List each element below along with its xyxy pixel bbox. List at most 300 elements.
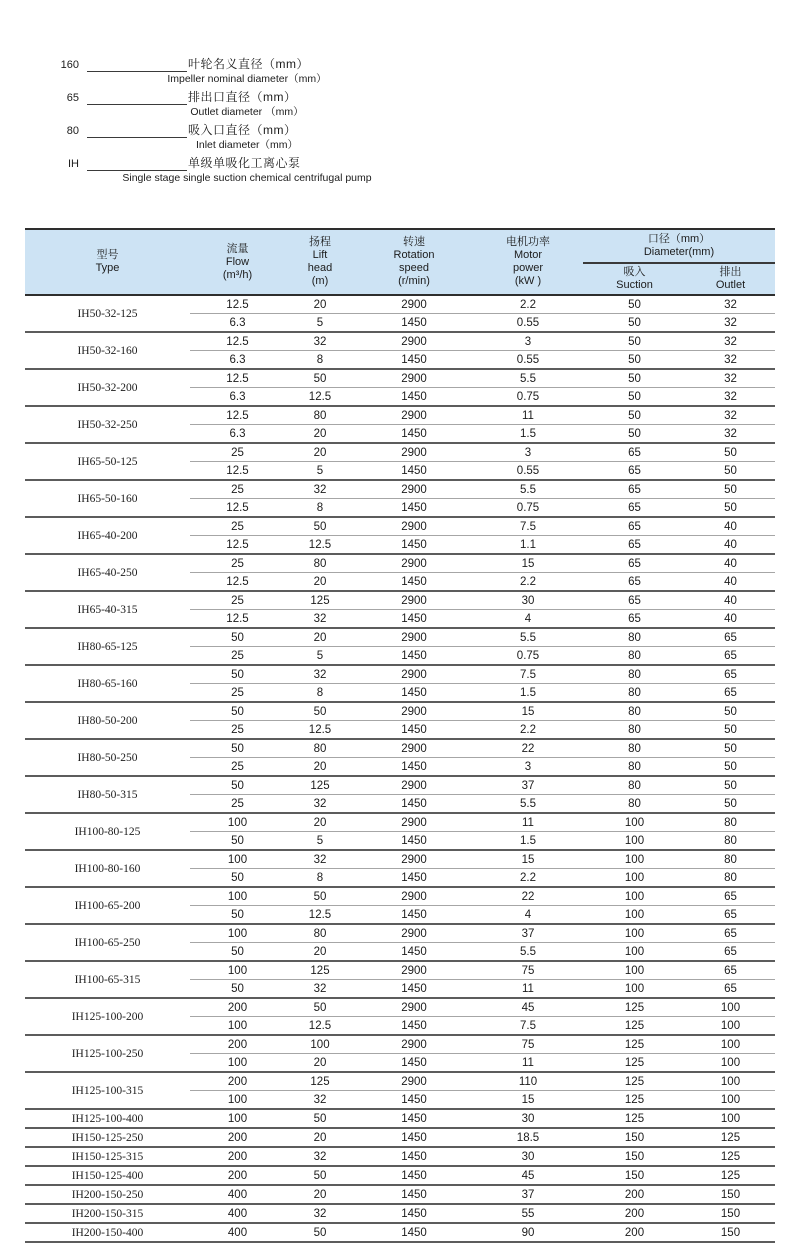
lift-head-cell: 125 <box>285 776 355 795</box>
speed-cell: 1450 <box>355 1185 473 1204</box>
flow-cell: 200 <box>190 1166 285 1185</box>
flow-cell: 12.5 <box>190 406 285 425</box>
suction-cell: 150 <box>583 1147 686 1166</box>
outlet-cell: 100 <box>686 998 775 1017</box>
col-header-outlet: 排出 Outlet <box>686 263 775 295</box>
outlet-cell: 65 <box>686 887 775 906</box>
suction-cell: 125 <box>583 1017 686 1036</box>
spec-row <box>25 443 775 462</box>
lift-head-cell: 12.5 <box>285 388 355 407</box>
suction-cell: 125 <box>583 1035 686 1054</box>
power-cell: 37 <box>473 924 583 943</box>
outlet-cell: 100 <box>686 1017 775 1036</box>
suction-cell: 80 <box>583 721 686 740</box>
power-cell: 11 <box>473 406 583 425</box>
speed-cell: 2900 <box>355 295 473 314</box>
power-cell: 75 <box>473 1035 583 1054</box>
col-header-suction: 吸入 Suction <box>583 263 686 295</box>
legend-rule-line <box>87 157 187 171</box>
suction-cell: 65 <box>583 554 686 573</box>
flow-cell: 50 <box>190 665 285 684</box>
lift-head-cell: 5 <box>285 647 355 666</box>
col-header-power: 电机功率 Motor power (kW ) <box>473 229 583 295</box>
legend-rule-line <box>87 91 187 105</box>
legend-label-en: Impeller nominal diameter（mm） <box>167 73 327 85</box>
outlet-cell: 50 <box>686 758 775 777</box>
type-cell: IH200-150-250 <box>25 1185 190 1204</box>
lift-head-cell: 5 <box>285 314 355 333</box>
speed-cell: 1450 <box>355 1091 473 1110</box>
flow-cell: 12.5 <box>190 499 285 518</box>
type-cell: IH50-32-250 <box>25 406 190 443</box>
outlet-cell: 40 <box>686 554 775 573</box>
outlet-cell: 40 <box>686 591 775 610</box>
flow-cell: 200 <box>190 1128 285 1147</box>
power-cell: 7.5 <box>473 1017 583 1036</box>
power-cell: 3 <box>473 332 583 351</box>
speed-cell: 1450 <box>355 647 473 666</box>
suction-cell: 80 <box>583 702 686 721</box>
col-header-speed: 转速 Rotation speed (r/min) <box>355 229 473 295</box>
outlet-cell: 32 <box>686 369 775 388</box>
suction-cell: 65 <box>583 462 686 481</box>
lift-head-cell: 80 <box>285 554 355 573</box>
suction-cell: 200 <box>583 1204 686 1223</box>
lift-head-cell: 20 <box>285 295 355 314</box>
speed-cell: 2900 <box>355 850 473 869</box>
table-header <box>25 229 775 295</box>
suction-cell: 65 <box>583 573 686 592</box>
power-cell: 30 <box>473 1147 583 1166</box>
power-cell: 30 <box>473 1109 583 1128</box>
suction-cell: 125 <box>583 1109 686 1128</box>
speed-cell: 1450 <box>355 943 473 962</box>
speed-cell: 1450 <box>355 314 473 333</box>
page <box>0 56 800 1243</box>
lift-head-cell: 32 <box>285 850 355 869</box>
power-cell: 1.5 <box>473 684 583 703</box>
type-cell: IH125-100-400 <box>25 1109 190 1128</box>
flow-cell: 100 <box>190 961 285 980</box>
legend-row <box>25 155 775 171</box>
speed-cell: 2900 <box>355 1035 473 1054</box>
power-cell: 4 <box>473 906 583 925</box>
outlet-cell: 100 <box>686 1072 775 1091</box>
spec-row <box>25 1147 775 1166</box>
suction-cell: 80 <box>583 739 686 758</box>
speed-cell: 2900 <box>355 887 473 906</box>
outlet-cell: 100 <box>686 1054 775 1073</box>
power-cell: 3 <box>473 443 583 462</box>
speed-cell: 1450 <box>355 1128 473 1147</box>
speed-cell: 2900 <box>355 924 473 943</box>
outlet-cell: 65 <box>686 647 775 666</box>
type-cell: IH80-65-160 <box>25 665 190 702</box>
flow-cell: 100 <box>190 1091 285 1110</box>
speed-cell: 2900 <box>355 554 473 573</box>
lift-head-cell: 32 <box>285 1147 355 1166</box>
suction-cell: 80 <box>583 628 686 647</box>
power-cell: 0.55 <box>473 462 583 481</box>
speed-cell: 1450 <box>355 610 473 629</box>
outlet-cell: 50 <box>686 499 775 518</box>
lift-head-cell: 20 <box>285 1185 355 1204</box>
flow-cell: 12.5 <box>190 462 285 481</box>
lift-head-cell: 20 <box>285 1054 355 1073</box>
outlet-cell: 80 <box>686 813 775 832</box>
power-cell: 2.2 <box>473 869 583 888</box>
suction-cell: 50 <box>583 351 686 370</box>
outlet-cell: 32 <box>686 388 775 407</box>
power-cell: 110 <box>473 1072 583 1091</box>
lift-head-cell: 50 <box>285 1223 355 1242</box>
suction-cell: 150 <box>583 1128 686 1147</box>
power-cell: 55 <box>473 1204 583 1223</box>
lift-head-cell: 80 <box>285 739 355 758</box>
flow-cell: 100 <box>190 887 285 906</box>
flow-cell: 25 <box>190 517 285 536</box>
flow-cell: 200 <box>190 1072 285 1091</box>
spec-row <box>25 1128 775 1147</box>
outlet-cell: 40 <box>686 573 775 592</box>
suction-cell: 100 <box>583 943 686 962</box>
suction-cell: 100 <box>583 961 686 980</box>
suction-cell: 65 <box>583 536 686 555</box>
flow-cell: 100 <box>190 850 285 869</box>
flow-cell: 6.3 <box>190 351 285 370</box>
outlet-cell: 32 <box>686 332 775 351</box>
outlet-cell: 100 <box>686 1109 775 1128</box>
outlet-cell: 100 <box>686 1035 775 1054</box>
suction-cell: 50 <box>583 406 686 425</box>
spec-row <box>25 1185 775 1204</box>
suction-cell: 80 <box>583 684 686 703</box>
power-cell: 90 <box>473 1223 583 1242</box>
type-cell: IH80-50-250 <box>25 739 190 776</box>
flow-cell: 50 <box>190 906 285 925</box>
spec-row <box>25 628 775 647</box>
type-cell: IH80-50-315 <box>25 776 190 813</box>
suction-cell: 100 <box>583 832 686 851</box>
outlet-cell: 32 <box>686 406 775 425</box>
outlet-cell: 65 <box>686 906 775 925</box>
outlet-cell: 125 <box>686 1166 775 1185</box>
lift-head-cell: 80 <box>285 406 355 425</box>
power-cell: 11 <box>473 813 583 832</box>
suction-cell: 50 <box>583 388 686 407</box>
outlet-cell: 125 <box>686 1128 775 1147</box>
flow-cell: 6.3 <box>190 388 285 407</box>
legend-rule-line <box>87 58 187 72</box>
suction-cell: 125 <box>583 1091 686 1110</box>
power-cell: 5.5 <box>473 795 583 814</box>
suction-cell: 100 <box>583 906 686 925</box>
model-legend <box>25 56 775 186</box>
lift-head-cell: 32 <box>285 332 355 351</box>
lift-head-cell: 50 <box>285 702 355 721</box>
flow-cell: 6.3 <box>190 425 285 444</box>
outlet-cell: 65 <box>686 684 775 703</box>
legend-label-en: Inlet diameter（mm） <box>195 139 299 151</box>
speed-cell: 1450 <box>355 1166 473 1185</box>
legend-code: 160 <box>60 59 79 71</box>
legend-label-zh: 排出口直径（mm） <box>188 90 297 104</box>
spec-row <box>25 776 775 795</box>
suction-cell: 100 <box>583 850 686 869</box>
flow-cell: 100 <box>190 924 285 943</box>
lift-head-cell: 32 <box>285 665 355 684</box>
power-cell: 5.5 <box>473 369 583 388</box>
outlet-cell: 32 <box>686 314 775 333</box>
power-cell: 5.5 <box>473 480 583 499</box>
speed-cell: 1450 <box>355 721 473 740</box>
power-cell: 15 <box>473 702 583 721</box>
suction-cell: 50 <box>583 425 686 444</box>
outlet-cell: 40 <box>686 517 775 536</box>
outlet-cell: 65 <box>686 665 775 684</box>
lift-head-cell: 50 <box>285 1166 355 1185</box>
power-cell: 7.5 <box>473 517 583 536</box>
flow-cell: 50 <box>190 702 285 721</box>
power-cell: 11 <box>473 980 583 999</box>
flow-cell: 25 <box>190 480 285 499</box>
suction-cell: 100 <box>583 887 686 906</box>
outlet-cell: 80 <box>686 869 775 888</box>
outlet-cell: 65 <box>686 628 775 647</box>
spec-row <box>25 1072 775 1091</box>
legend-label-en: Outlet diameter （mm） <box>190 106 304 118</box>
spec-row <box>25 1109 775 1128</box>
flow-cell: 12.5 <box>190 536 285 555</box>
outlet-cell: 150 <box>686 1204 775 1223</box>
outlet-cell: 32 <box>686 351 775 370</box>
suction-cell: 65 <box>583 443 686 462</box>
power-cell: 30 <box>473 591 583 610</box>
power-cell: 15 <box>473 554 583 573</box>
suction-cell: 50 <box>583 332 686 351</box>
lift-head-cell: 32 <box>285 980 355 999</box>
type-cell: IH65-40-315 <box>25 591 190 628</box>
power-cell: 2.2 <box>473 295 583 314</box>
speed-cell: 1450 <box>355 832 473 851</box>
speed-cell: 1450 <box>355 1204 473 1223</box>
suction-cell: 100 <box>583 813 686 832</box>
lift-head-cell: 12.5 <box>285 1017 355 1036</box>
lift-head-cell: 20 <box>285 628 355 647</box>
power-cell: 5.5 <box>473 628 583 647</box>
power-cell: 2.2 <box>473 721 583 740</box>
type-cell: IH65-40-250 <box>25 554 190 591</box>
speed-cell: 1450 <box>355 462 473 481</box>
type-cell: IH100-65-315 <box>25 961 190 998</box>
power-cell: 7.5 <box>473 665 583 684</box>
type-cell: IH150-125-400 <box>25 1166 190 1185</box>
legend-label-zh: 单级单吸化工离心泵 <box>188 156 301 170</box>
suction-cell: 65 <box>583 517 686 536</box>
speed-cell: 1450 <box>355 536 473 555</box>
type-cell: IH125-100-200 <box>25 998 190 1035</box>
spec-row <box>25 295 775 314</box>
flow-cell: 12.5 <box>190 332 285 351</box>
power-cell: 0.55 <box>473 314 583 333</box>
flow-cell: 25 <box>190 795 285 814</box>
outlet-cell: 50 <box>686 776 775 795</box>
lift-head-cell: 32 <box>285 480 355 499</box>
speed-cell: 2900 <box>355 517 473 536</box>
lift-head-cell: 20 <box>285 813 355 832</box>
suction-cell: 65 <box>583 499 686 518</box>
lift-head-cell: 50 <box>285 887 355 906</box>
speed-cell: 2900 <box>355 739 473 758</box>
legend-code: 80 <box>66 125 79 137</box>
speed-cell: 1450 <box>355 351 473 370</box>
spec-row <box>25 739 775 758</box>
outlet-cell: 65 <box>686 961 775 980</box>
spec-row <box>25 1166 775 1185</box>
outlet-cell: 32 <box>686 295 775 314</box>
type-cell: IH50-32-125 <box>25 295 190 332</box>
lift-head-cell: 20 <box>285 1128 355 1147</box>
type-cell: IH100-80-125 <box>25 813 190 850</box>
lift-head-cell: 32 <box>285 610 355 629</box>
flow-cell: 400 <box>190 1204 285 1223</box>
type-cell: IH125-100-250 <box>25 1035 190 1072</box>
power-cell: 4 <box>473 610 583 629</box>
type-cell: IH65-40-200 <box>25 517 190 554</box>
suction-cell: 50 <box>583 314 686 333</box>
power-cell: 5.5 <box>473 943 583 962</box>
flow-cell: 50 <box>190 832 285 851</box>
speed-cell: 1450 <box>355 1109 473 1128</box>
legend-code: 65 <box>66 92 79 104</box>
outlet-cell: 50 <box>686 702 775 721</box>
flow-cell: 6.3 <box>190 314 285 333</box>
power-cell: 0.55 <box>473 351 583 370</box>
speed-cell: 2900 <box>355 591 473 610</box>
speed-cell: 1450 <box>355 869 473 888</box>
spec-row <box>25 591 775 610</box>
lift-head-cell: 50 <box>285 369 355 388</box>
type-cell: IH200-150-400 <box>25 1223 190 1242</box>
type-cell: IH65-50-160 <box>25 480 190 517</box>
outlet-cell: 50 <box>686 721 775 740</box>
suction-cell: 200 <box>583 1223 686 1242</box>
speed-cell: 1450 <box>355 758 473 777</box>
lift-head-cell: 8 <box>285 351 355 370</box>
type-cell: IH80-50-200 <box>25 702 190 739</box>
speed-cell: 1450 <box>355 425 473 444</box>
lift-head-cell: 20 <box>285 943 355 962</box>
suction-cell: 80 <box>583 776 686 795</box>
lift-head-cell: 8 <box>285 869 355 888</box>
legend-label-en: Single stage single suction chemical centrifugal pump <box>122 172 372 184</box>
speed-cell: 2900 <box>355 1072 473 1091</box>
lift-head-cell: 32 <box>285 1091 355 1110</box>
speed-cell: 1450 <box>355 1147 473 1166</box>
power-cell: 1.5 <box>473 832 583 851</box>
power-cell: 45 <box>473 1166 583 1185</box>
lift-head-cell: 5 <box>285 462 355 481</box>
outlet-cell: 80 <box>686 850 775 869</box>
lift-head-cell: 8 <box>285 499 355 518</box>
suction-cell: 125 <box>583 998 686 1017</box>
lift-head-cell: 32 <box>285 1204 355 1223</box>
spec-row <box>25 1204 775 1223</box>
legend-code: IH <box>68 158 79 170</box>
lift-head-cell: 32 <box>285 795 355 814</box>
suction-cell: 100 <box>583 869 686 888</box>
speed-cell: 1450 <box>355 388 473 407</box>
spec-row <box>25 702 775 721</box>
outlet-cell: 65 <box>686 924 775 943</box>
legend-item <box>25 89 775 120</box>
type-cell: IH100-65-250 <box>25 924 190 961</box>
suction-cell: 200 <box>583 1185 686 1204</box>
suction-cell: 65 <box>583 610 686 629</box>
lift-head-cell: 8 <box>285 684 355 703</box>
power-cell: 37 <box>473 776 583 795</box>
flow-cell: 50 <box>190 628 285 647</box>
power-cell: 22 <box>473 887 583 906</box>
spec-row <box>25 850 775 869</box>
suction-cell: 80 <box>583 665 686 684</box>
flow-cell: 25 <box>190 554 285 573</box>
flow-cell: 400 <box>190 1223 285 1242</box>
power-cell: 18.5 <box>473 1128 583 1147</box>
flow-cell: 400 <box>190 1185 285 1204</box>
legend-item <box>25 56 775 87</box>
suction-cell: 100 <box>583 924 686 943</box>
outlet-cell: 150 <box>686 1185 775 1204</box>
speed-cell: 2900 <box>355 998 473 1017</box>
power-cell: 37 <box>473 1185 583 1204</box>
flow-cell: 100 <box>190 1017 285 1036</box>
power-cell: 15 <box>473 1091 583 1110</box>
speed-cell: 1450 <box>355 1223 473 1242</box>
speed-cell: 2900 <box>355 628 473 647</box>
legend-label-zh: 叶轮名义直径（mm） <box>188 57 309 71</box>
spec-row <box>25 924 775 943</box>
type-cell: IH50-32-200 <box>25 369 190 406</box>
power-cell: 11 <box>473 1054 583 1073</box>
legend-row <box>25 56 775 72</box>
flow-cell: 50 <box>190 980 285 999</box>
col-header-type: 型号 Type <box>25 229 190 295</box>
legend-rule-line <box>87 124 187 138</box>
outlet-cell: 100 <box>686 1091 775 1110</box>
type-cell: IH100-80-160 <box>25 850 190 887</box>
flow-cell: 25 <box>190 591 285 610</box>
spec-row <box>25 517 775 536</box>
flow-cell: 200 <box>190 1147 285 1166</box>
suction-cell: 65 <box>583 480 686 499</box>
outlet-cell: 40 <box>686 536 775 555</box>
flow-cell: 100 <box>190 1109 285 1128</box>
legend-label-zh: 吸入口直径（mm） <box>188 123 297 137</box>
outlet-cell: 65 <box>686 943 775 962</box>
spec-row <box>25 665 775 684</box>
outlet-cell: 50 <box>686 795 775 814</box>
flow-cell: 100 <box>190 1054 285 1073</box>
lift-head-cell: 125 <box>285 961 355 980</box>
speed-cell: 2900 <box>355 702 473 721</box>
flow-cell: 25 <box>190 721 285 740</box>
outlet-cell: 32 <box>686 425 775 444</box>
spec-row <box>25 554 775 573</box>
flow-cell: 50 <box>190 776 285 795</box>
power-cell: 2.2 <box>473 573 583 592</box>
col-header-lift-head: 扬程 Lift head (m) <box>285 229 355 295</box>
